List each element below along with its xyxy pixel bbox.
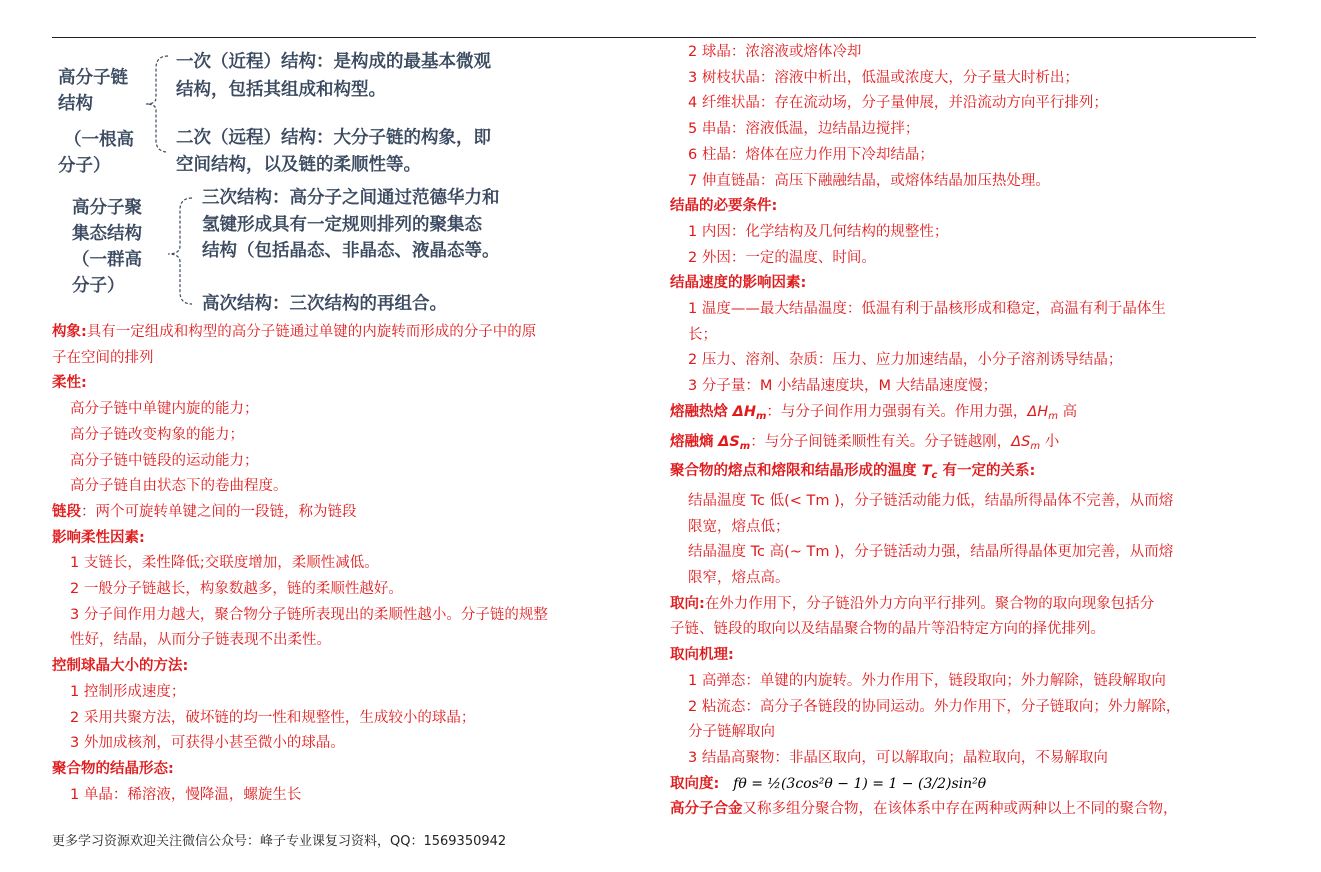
tc-item-2b: 限窄，熔点高。 — [688, 570, 790, 587]
flexibility-label: 柔性: — [52, 375, 87, 392]
spherulite-item-1: 1 控制形成速度； — [70, 683, 186, 700]
orientation-line-1 — [670, 592, 1270, 618]
entropy-tail: 小 — [1044, 433, 1060, 450]
alloy-line — [670, 797, 1270, 823]
entropy-subscript: m — [739, 440, 751, 452]
enthalpy-tail: 高 — [1062, 403, 1078, 420]
segment-label: 链段 — [52, 503, 81, 520]
entropy-line — [670, 430, 1270, 460]
spherulite-item-2: 2 采用共聚方法，破坏链的均一性和规整性，生成较小的球晶； — [70, 709, 476, 726]
morphology-item-2: 2 球晶：浓溶液或熔体冷却 — [688, 44, 862, 60]
flexibility-item-3: 高分子链中链段的运动能力； — [70, 452, 259, 469]
tertiary-structure-3: 结构（包括晶态、非晶态、液晶态等。 — [202, 241, 500, 261]
entropy-subscript-2: m — [1030, 440, 1041, 452]
rate-item-1b: 长； — [688, 326, 717, 343]
secondary-structure-1: 二次（远程）结构：大分子链的构象，即 — [176, 128, 491, 148]
conformation-line-1 — [52, 320, 652, 346]
higher-structure: 高次结构：三次结构的再组合。 — [202, 294, 447, 314]
enthalpy-symbol: ΔH — [732, 403, 756, 420]
mechanism-label: 取向机理: — [670, 647, 734, 664]
chain-title-2: 结构 — [58, 94, 93, 114]
orientation-line-2: 子链、链段的取向以及结晶聚合物的晶片等沿特定方向的择优排列。 — [670, 621, 1105, 638]
morphology-item-4: 4 纤维状晶：存在流动场，分子量伸展，并沿流动方向平行排列； — [688, 95, 1108, 112]
tertiary-structure-2: 氢键形成具有一定规则排列的聚集态 — [202, 215, 482, 235]
enthalpy-subscript: m — [755, 410, 767, 422]
factor-item-3b: 性好，结晶，从而分子链表现不出柔性。 — [70, 632, 331, 649]
enthalpy-label: 熔融热焓 — [670, 403, 728, 420]
tc-symbol: T — [921, 463, 932, 480]
conformation-label: 构象: — [52, 324, 87, 340]
orientation-label: 取向: — [670, 595, 705, 612]
morphology-item-5: 5 串晶：溶液低温，边结晶边搅拌； — [688, 121, 920, 138]
enthalpy-symbol-2: ΔH — [1027, 403, 1049, 420]
condition-item-1: 1 内因：化学结构及几何结构的规整性； — [688, 223, 949, 240]
tc-item-1b: 限宽，熔点低； — [688, 518, 790, 535]
morphology-item-7: 7 伸直链晶：高压下融融结晶，或熔体结晶加压热处理。 — [688, 172, 1050, 189]
degree-label: 取向度: — [670, 775, 720, 792]
structure-diagram — [52, 40, 652, 320]
tertiary-structure-1: 三次结构：高分子之间通过范德华力和 — [202, 188, 500, 208]
chain-brace-icon — [144, 54, 174, 154]
conditions-label: 结晶的必要条件: — [670, 198, 778, 215]
segment-line — [52, 500, 652, 526]
segment-text: ：两个可旋转单键之间的一段链，称为链段 — [81, 503, 357, 520]
left-column — [52, 40, 652, 808]
alloy-text: 又称多组分聚合物，在该体系中存在两种或两种以上不同的聚合物， — [742, 801, 1178, 818]
rate-label: 结晶速度的影响因素: — [670, 275, 807, 292]
enthalpy-subscript-2: m — [1048, 410, 1058, 422]
secondary-structure-2: 空间结构，以及链的柔顺性等。 — [176, 155, 421, 175]
mechanism-item-3: 3 结晶高聚物：非晶区取向，可以解取向；晶粒取向，不易解取向 — [688, 749, 1108, 766]
agg-title-1: 高分子聚 — [72, 198, 142, 218]
tc-item-1a: 结晶温度 Tc 低(< Tm )，分子链活动能力低，结晶所得晶体不完善，从而熔 — [688, 492, 1174, 509]
entropy-label: 熔融熵 — [670, 433, 714, 450]
entropy-symbol: ΔS — [718, 433, 740, 450]
chain-title-3: （一根高 — [64, 130, 134, 150]
mechanism-item-2b: 分子链解取向 — [688, 724, 775, 741]
tc-relation-label — [670, 459, 1270, 489]
right-column — [670, 40, 1270, 823]
spherulite-label: 控制球晶大小的方法: — [52, 658, 189, 675]
tc-label-a: 聚合物的熔点和熔限和结晶形成的温度 — [670, 463, 917, 480]
morphology-item-3: 3 树枝状晶：溶液中析出，低温或浓度大，分子量大时析出； — [688, 69, 1079, 86]
enthalpy-line — [670, 400, 1270, 430]
enthalpy-text: ：与分子间作用力强弱有关。作用力强， — [766, 403, 1028, 420]
factors-label: 影响柔性因素: — [52, 529, 145, 546]
alloy-label: 高分子合金 — [670, 801, 743, 818]
flexibility-item-1: 高分子链中单键内旋的能力； — [70, 401, 259, 418]
mechanism-item-1: 1 高弹态：单键的内旋转。外力作用下，链段取向；外力解除，链段解取向 — [688, 672, 1166, 689]
top-rule — [52, 37, 1256, 38]
flexibility-item-4: 高分子链自由状态下的卷曲程度。 — [70, 478, 288, 495]
factor-item-2: 2 一般分子链越长，构象数越多，链的柔顺性越好。 — [70, 581, 403, 598]
primary-structure-1: 一次（近程）结构：是构成的最基本微观 — [176, 52, 491, 72]
chain-title-4: 分子） — [58, 156, 111, 176]
tc-item-2a: 结晶温度 Tc 高(~ Tm )，分子链活动力强，结晶所得晶体更加完善，从而熔 — [688, 544, 1174, 561]
orientation-text-a: 在外力作用下，分子链沿外力方向平行排列。聚合物的取向现象包括分 — [704, 595, 1155, 612]
conformation-text-1: 具有一定组成和构型的高分子链通过单键的内旋转而形成的分子中的原 — [86, 324, 537, 340]
entropy-symbol-2: ΔS — [1011, 433, 1031, 450]
aggregate-brace-icon — [162, 196, 198, 306]
tc-label-b: 有一定的关系: — [942, 463, 1036, 480]
primary-structure-2: 结构，包括其组成和构型。 — [176, 80, 386, 100]
chain-title-1: 高分子链 — [58, 68, 128, 88]
conformation-line-2: 子在空间的排列 — [52, 349, 154, 366]
morphology-label: 聚合物的结晶形态: — [52, 760, 174, 777]
flexibility-item-2: 高分子链改变构象的能力； — [70, 426, 244, 443]
morphology-item-1: 1 单晶：稀溶液，慢降温，螺旋生长 — [70, 786, 302, 803]
footer-note: 更多学习资源欢迎关注微信公众号：峰子专业课复习资料，QQ：1569350942 — [52, 834, 507, 849]
factor-item-3a: 3 分子间作用力越大，聚合物分子链所表现出的柔顺性越小。分子链的规整 — [70, 606, 548, 623]
mechanism-item-2a: 2 粘流态：高分子各链段的协同运动。外力作用下，分子链取向；外力解除， — [688, 698, 1181, 715]
rate-item-3: 3 分子量：M 小结晶速度块，M 大结晶速度慢； — [688, 378, 998, 395]
rate-item-2: 2 压力、溶剂、杂质：压力、应力加速结晶，小分子溶剂诱导结晶； — [688, 352, 1123, 369]
condition-item-2: 2 外因：一定的温度、时间。 — [688, 249, 876, 266]
morphology-item-6: 6 柱晶：熔体在应力作用下冷却结晶； — [688, 146, 934, 163]
agg-title-2: 集态结构 — [72, 224, 142, 244]
factor-item-1: 1 支链长，柔性降低;交联度增加，柔顺性减低。 — [70, 555, 379, 572]
spherulite-item-3: 3 外加成核剂，可获得小甚至微小的球晶。 — [70, 735, 345, 752]
degree-line — [670, 772, 1270, 798]
rate-item-1a: 1 温度——最大结晶温度：低温有利于晶核形成和稳定，高温有利于晶体生 — [688, 301, 1166, 318]
agg-title-4: 分子） — [72, 276, 125, 296]
agg-title-3: （一群高 — [72, 250, 142, 270]
orientation-formula: fθ = ½(3cos²θ − 1) = 1 − (3/2)sin²θ — [733, 775, 987, 792]
tc-subscript: c — [931, 470, 938, 482]
entropy-text: ：与分子间链柔顺性有关。分子链越刚， — [750, 433, 1012, 450]
